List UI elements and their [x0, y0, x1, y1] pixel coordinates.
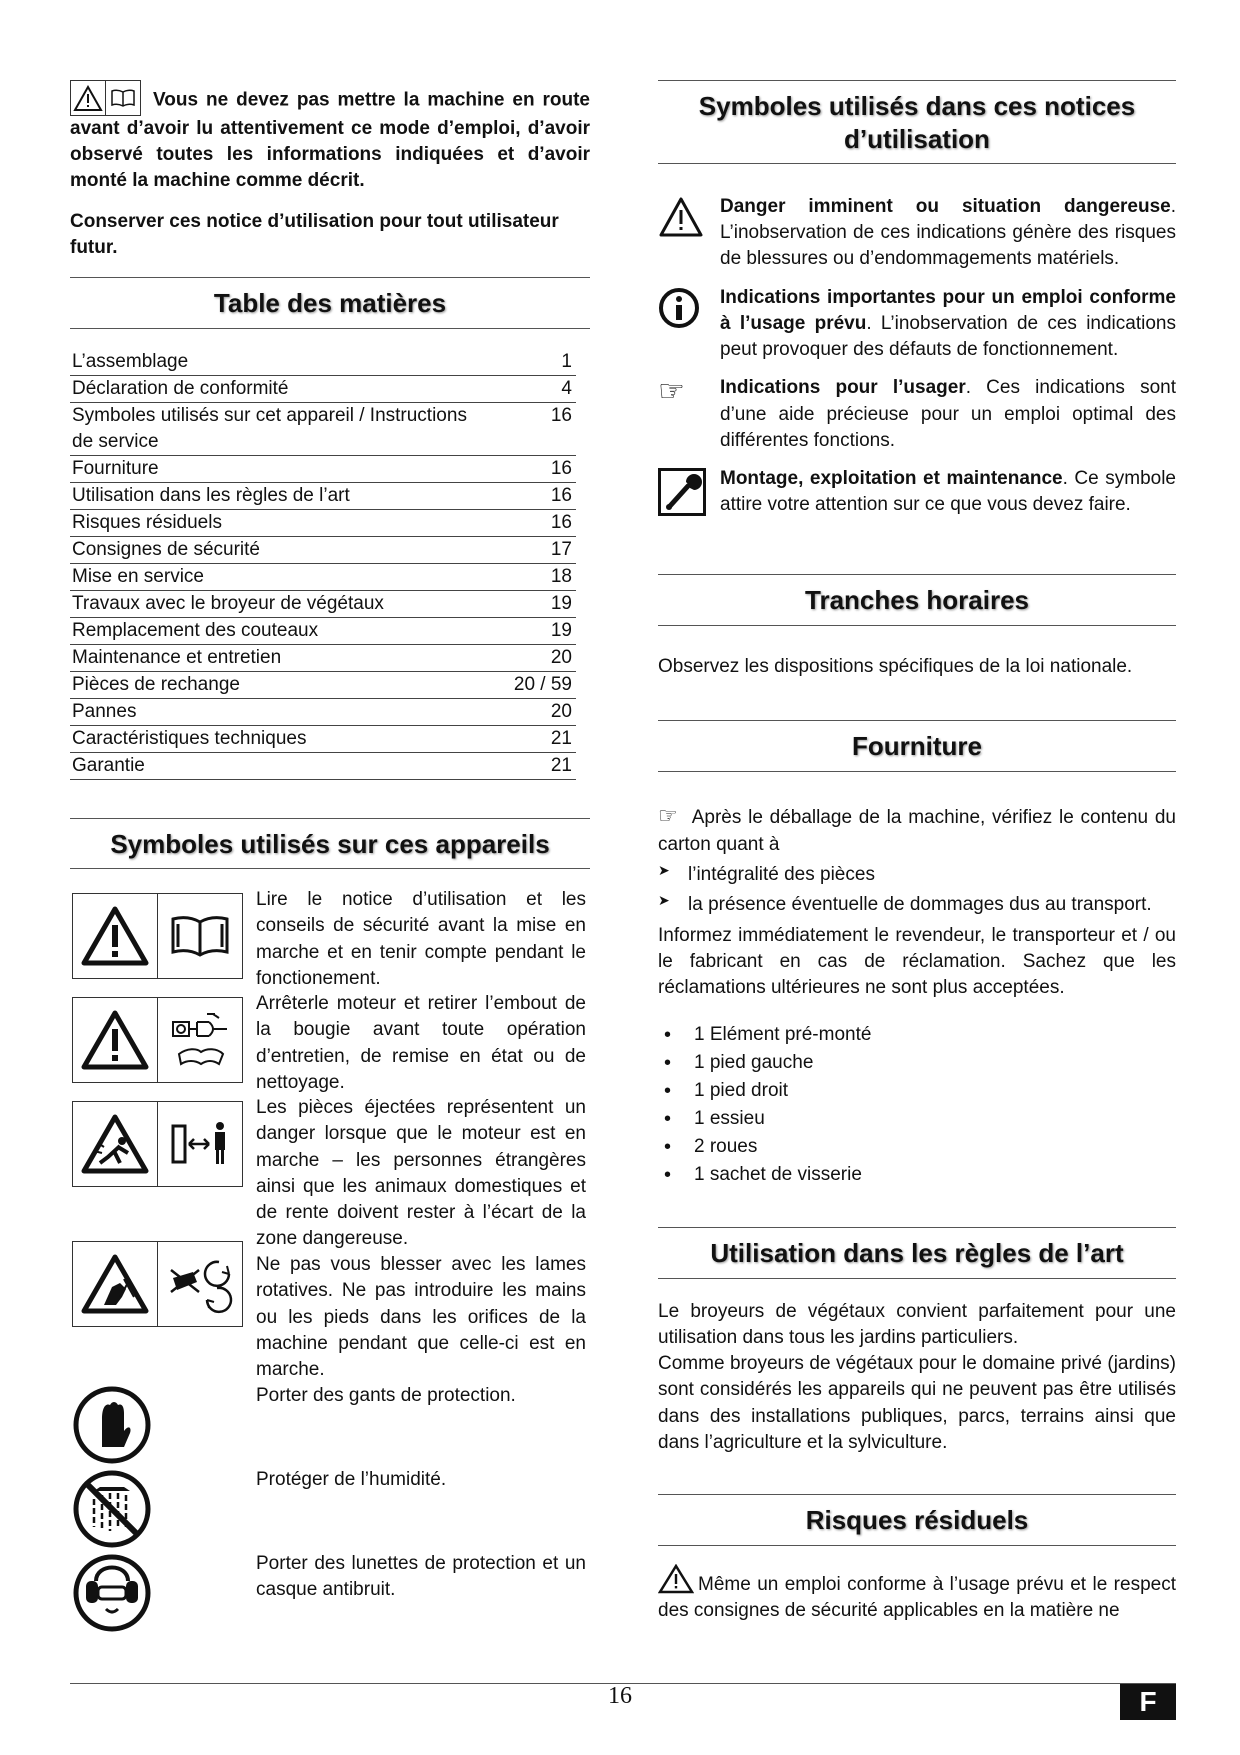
notice-user-bold: Indications pour l’usager [720, 377, 966, 399]
notice-maintenance [658, 466, 1176, 518]
blade-warning-icon [73, 1242, 157, 1326]
toc-row [70, 564, 576, 591]
toc-entry-page: 16 [550, 511, 572, 533]
right-column [658, 80, 1176, 1624]
supply-intro: ☞ Après le déballage de la machine, vérifiez le contenu du carton quant à [658, 803, 1176, 855]
supply-list-item: • 1 Elément pré-monté [658, 1021, 1176, 1049]
supply-checks-list [658, 862, 1176, 918]
left-column [70, 80, 590, 1604]
page-number: 16 [608, 1683, 632, 1709]
symbol-text-read-manual: Lire le notice d’utilisation et les conseils de sécurité avant la mise en marche et en tenir compte pendant le fonctionement. [256, 889, 586, 989]
supply-list-item: • 1 pied gauche [658, 1049, 1176, 1077]
no-rain-icon [72, 1469, 152, 1549]
book-icon [105, 81, 140, 115]
safety-distance-icon [157, 1102, 242, 1186]
supply-check-item: ➤ l’intégralité des pièces [658, 862, 1176, 888]
supply-check-item: ➤ la présence éventuelle de dommages dus au transport. [658, 892, 1176, 918]
manual-symbols-list [658, 194, 1176, 518]
supply-title: Fourniture [658, 720, 1176, 772]
toc-row [70, 483, 576, 510]
toc-entry-title: Garantie [72, 754, 145, 776]
toc-row [70, 753, 576, 780]
goggles-earmuffs-icon [72, 1553, 152, 1633]
notice-info-bold: Indications importantes pour un emploi conforme à l’usage prévu [720, 286, 1176, 334]
language-badge: F [1120, 1684, 1176, 1720]
toc-entry-page: 21 [550, 754, 572, 776]
risks-text: Même un emploi conforme à l’usage prévu et le respect des consignes de sécurité applicables en la matière ne [658, 1564, 1176, 1624]
toc-title: Table des matières [70, 277, 590, 329]
toc-row [70, 403, 576, 456]
notice-maintenance-text: . Ce symbole attire votre attention sur ce que vous devez faire. [720, 467, 1176, 516]
toc-entry-page: 19 [550, 619, 572, 641]
toc-entry-page: 20 [550, 646, 572, 668]
spark-plug-manual-icon [157, 998, 242, 1082]
notice-danger [658, 194, 1176, 273]
warning-triangle-icon [658, 1564, 694, 1594]
info-circle-icon [658, 287, 700, 329]
warning-triangle-icon [71, 81, 105, 115]
ejection-warning-icon [73, 1102, 157, 1186]
use-paragraph-1: Le broyeurs de végétaux convient parfaitement pour une utilisation dans tous les jardins particuliers. [658, 1300, 1176, 1349]
hours-title: Tranches horaires [658, 574, 1176, 626]
intro-warning: Vous ne devez pas mettre la machine en route avant d’avoir lu attentivement ce mode d’emploi, d’avoir observé toutes les informations indiquées et d’avoir monté la machine comme décrit. [70, 80, 590, 195]
toc-entry-title: Déclaration de conformité [72, 377, 289, 399]
supply-list-item: • 1 essieu [658, 1105, 1176, 1133]
hours-text: Observez les dispositions spécifiques de la loi nationale. [658, 655, 1133, 677]
notice-info-text: . L’inobservation de ces indications peut provoquer des défauts de fonctionnement. [720, 312, 1176, 361]
supply-list-item: • 1 sachet de visserie [658, 1161, 1176, 1189]
notice-danger-text: . L’inobservation de ces indications génère des risques de blessures ou d’endommagements matériels. [720, 196, 1176, 270]
toc-row [70, 618, 576, 645]
pointing-hand-icon: ☞ [658, 374, 685, 410]
toc-entry-title: Risques résiduels [72, 511, 222, 533]
toc-entry-title: Pannes [72, 700, 137, 722]
toc-entry-page: 16 [550, 484, 572, 506]
symbol-text-gloves: Porter des gants de protection. [256, 1385, 516, 1407]
toc-row [70, 645, 576, 672]
toc-entry-title: Symboles utilisés sur cet appareil / Instructions de service [72, 404, 467, 452]
symbol-text-humidity: Protéger de l’humidité. [256, 1469, 447, 1491]
toc-entry-title: Utilisation dans les règles de l’art [72, 484, 350, 506]
toc-row [70, 349, 576, 376]
toc-row [70, 726, 576, 753]
no-hands-blades-icon [157, 1242, 242, 1326]
danger-triangle-icon [658, 196, 704, 238]
supply-list-item: • 2 roues [658, 1133, 1176, 1161]
supply-items-list [658, 1021, 1176, 1189]
symbol-text-spark-plug: Arrêterle moteur et retirer l’embout de la bougie avant toute opération d’entretien, de remise en état ou de nettoyage. [256, 993, 586, 1093]
notice-maintenance-bold: Montage, exploitation et maintenance [720, 467, 1063, 489]
supply-inform: Informez immédiatement le revendeur, le transporteur et / ou le fabricant en cas de réclamation. Sachez que les réclamations ultérieures ne sont plus acceptées. [658, 924, 1176, 999]
warning-triangle-icon [73, 894, 157, 978]
symbol-box-rotating-blades [72, 1241, 243, 1327]
toc-entry-title: Fourniture [72, 457, 159, 479]
toc-row [70, 591, 576, 618]
warning-triangle-icon [73, 998, 157, 1082]
toc-entry-page: 16 [550, 404, 572, 426]
toc-entry-page: 21 [550, 727, 572, 749]
symbol-text-ejected-parts: Les pièces éjectées représentent un danger lorsque que le moteur est en marche – les personnes étrangères ainsi que les animaux domestiques et de rente doivent rester à l’écart de la zone dangereuse. [256, 1097, 586, 1250]
notice-danger-bold: Danger imminent ou situation dangereuse [720, 196, 1171, 217]
toc-entry-page: 19 [550, 592, 572, 614]
table-of-contents [70, 349, 576, 780]
toc-entry-page: 18 [550, 565, 572, 587]
symbol-box-ejected-parts [72, 1101, 243, 1187]
toc-entry-page: 16 [550, 457, 572, 479]
gloves-icon [72, 1385, 152, 1465]
symbol-text-rotating-blades: Ne pas vous blesser avec les lames rotatives. Ne pas introduire les mains ou les pieds dans les orifices de la machine pendant que celle-ci est en marche. [256, 1254, 586, 1380]
use-paragraph-2: Comme broyeurs de végétaux pour le domaine privé (jardins) sont considérés les appareils qui ne peuvent pas être utilisés dans des installations publiques, parcs, terrains ainsi que dans l’agriculture et la sylviculture. [658, 1353, 1176, 1453]
toc-entry-title: Maintenance et entretien [72, 646, 282, 668]
toc-entry-page: 17 [550, 538, 572, 560]
toc-entry-title: L’assemblage [72, 350, 189, 372]
toc-row [70, 456, 576, 483]
manual-symbols-title: Symboles utilisés dans ces notices d’utilisation [658, 80, 1176, 164]
toc-entry-title: Remplacement des couteaux [72, 619, 319, 641]
wrench-icon [658, 468, 706, 516]
toc-entry-page: 4 [561, 377, 572, 399]
symbol-box-spark-plug [72, 997, 243, 1083]
device-symbols-title: Symboles utilisés sur ces appareils [70, 818, 590, 870]
device-symbol-texts [256, 887, 586, 1603]
toc-entry-title: Caractéristiques techniques [72, 727, 307, 749]
intro-keep-note: Conserver ces notice d’utilisation pour tout utilisateur futur. [70, 210, 559, 258]
toc-entry-title: Mise en service [72, 565, 204, 587]
notice-user [658, 375, 1176, 454]
pointing-hand-icon: ☞ [658, 803, 678, 829]
toc-entry-title: Travaux avec le broyeur de végétaux [72, 592, 384, 614]
toc-row [70, 537, 576, 564]
toc-row [70, 510, 576, 537]
use-title: Utilisation dans les règles de l’art [658, 1227, 1176, 1279]
intro-icon-box [70, 80, 141, 116]
symbol-text-goggles: Porter des lunettes de protection et un casque antibruit. [256, 1553, 586, 1601]
toc-entry-page: 1 [561, 350, 572, 372]
symbol-box-read-manual [72, 893, 243, 979]
toc-row [70, 376, 576, 403]
notice-info [658, 285, 1176, 364]
supply-list-item: • 1 pied droit [658, 1077, 1176, 1105]
toc-entry-page: 20 [550, 700, 572, 722]
device-symbols-list [70, 887, 590, 1603]
notice-user-text: . Ces indications sont d’une aide précieuse pour un emploi optimal des différentes fonctions. [720, 377, 1177, 451]
book-icon [157, 894, 242, 978]
toc-row [70, 672, 576, 699]
toc-entry-title: Consignes de sécurité [72, 538, 260, 560]
toc-row [70, 699, 576, 726]
toc-entry-page: 20 / 59 [513, 673, 572, 695]
toc-entry-title: Pièces de rechange [72, 673, 240, 695]
risks-title: Risques résiduels [658, 1494, 1176, 1546]
